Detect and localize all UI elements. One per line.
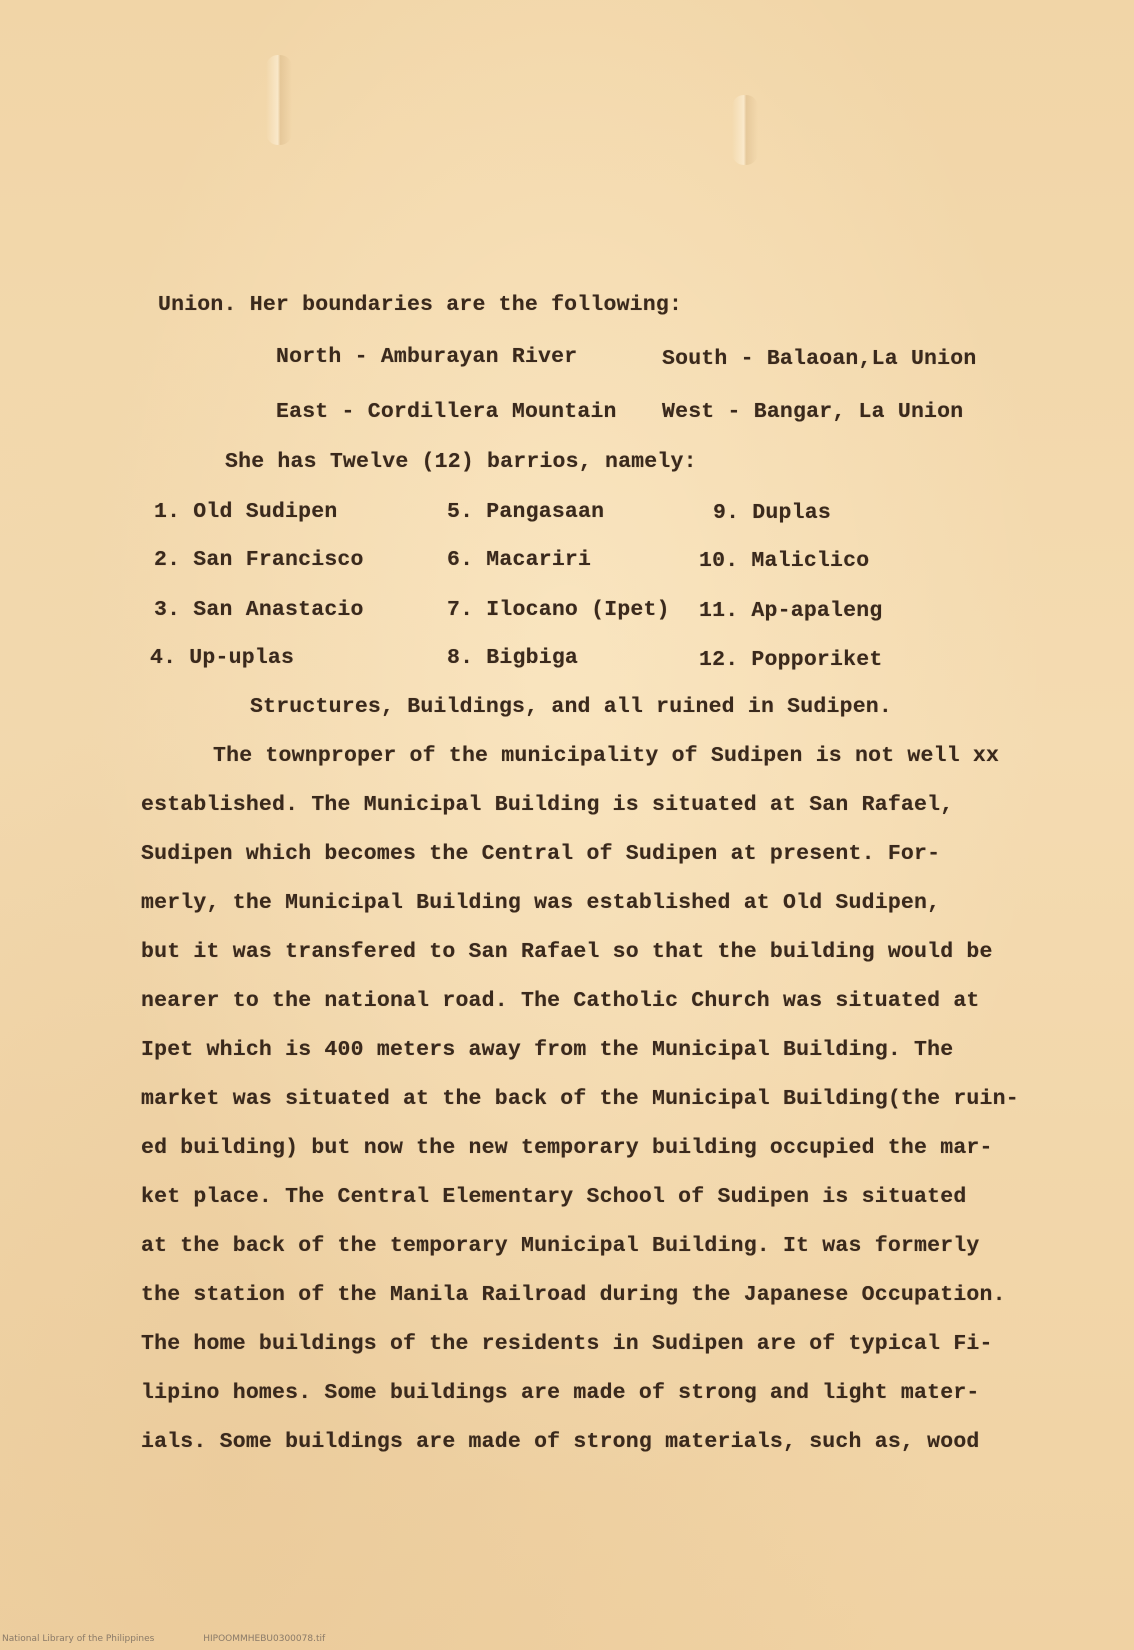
barrio-item: 10. Maliclico <box>699 549 870 573</box>
intro-line: Union. Her boundaries are the following: <box>158 293 683 317</box>
barrio-item: 5. Pangasaan <box>447 500 605 524</box>
paragraph-line: The home buildings of the residents in Sudipen are of typical Fi- <box>141 1332 993 1356</box>
boundary-south: South - Balaoan,La Union <box>662 347 977 371</box>
barrio-item: 9. Duplas <box>713 501 831 525</box>
paragraph-line: nearer to the national road. The Catholic Church was situated at <box>141 989 980 1013</box>
paragraph-line: market was situated at the back of the Municipal Building(the ruin- <box>141 1087 1019 1111</box>
paper-crease <box>732 95 758 165</box>
paragraph-line: The townproper of the municipality of Sudipen is not well xx <box>213 744 1000 768</box>
barrio-item: 8. Bigbiga <box>447 646 579 670</box>
paragraph-line: the station of the Manila Railroad during the Japanese Occupation. <box>141 1283 1006 1307</box>
paragraph-line: Sudipen which becomes the Central of Sudipen at present. For- <box>141 842 941 866</box>
barrio-item: 1. Old Sudipen <box>154 500 338 524</box>
barrio-item: 2. San Francisco <box>154 548 364 572</box>
file-code: HIPOOMMHEBU0300078.tif <box>203 1634 326 1644</box>
section-heading: Structures, Buildings, and all ruined in Sudipen. <box>250 695 893 719</box>
barrio-item: 11. Ap-apaleng <box>699 599 883 623</box>
paragraph-line: Ipet which is 400 meters away from the Municipal Building. The <box>141 1038 954 1062</box>
barrio-item: 7. Ilocano (Ipet) <box>447 598 670 622</box>
boundary-west: West - Bangar, La Union <box>662 400 964 424</box>
boundary-north: North - Amburayan River <box>276 345 578 369</box>
paragraph-line: lipino homes. Some buildings are made of strong and light mater- <box>141 1381 980 1405</box>
paragraph-line: ials. Some buildings are made of strong materials, such as, wood <box>141 1430 980 1454</box>
boundary-east: East - Cordillera Mountain <box>276 400 617 424</box>
barrio-item: 12. Popporiket <box>699 648 883 672</box>
barrio-item: 6. Macariri <box>447 548 592 572</box>
archive-footer <box>2 1634 371 1644</box>
barrio-item: 4. Up-uplas <box>150 646 295 670</box>
paper-crease <box>266 55 292 145</box>
paragraph-line: merly, the Municipal Building was established at Old Sudipen, <box>141 891 941 915</box>
barrios-intro: She has Twelve (12) barrios, namely: <box>225 450 697 474</box>
paragraph-line: ed building) but now the new temporary building occupied the mar- <box>141 1136 993 1160</box>
library-name: National Library of the Philippines <box>2 1634 155 1644</box>
barrio-item: 3. San Anastacio <box>154 598 364 622</box>
paragraph-line: established. The Municipal Building is situated at San Rafael, <box>141 793 954 817</box>
paragraph-line: ket place. The Central Elementary School of Sudipen is situated <box>141 1185 967 1209</box>
paragraph-line: at the back of the temporary Municipal Building. It was formerly <box>141 1234 980 1258</box>
paragraph-line: but it was transfered to San Rafael so that the building would be <box>141 940 993 964</box>
